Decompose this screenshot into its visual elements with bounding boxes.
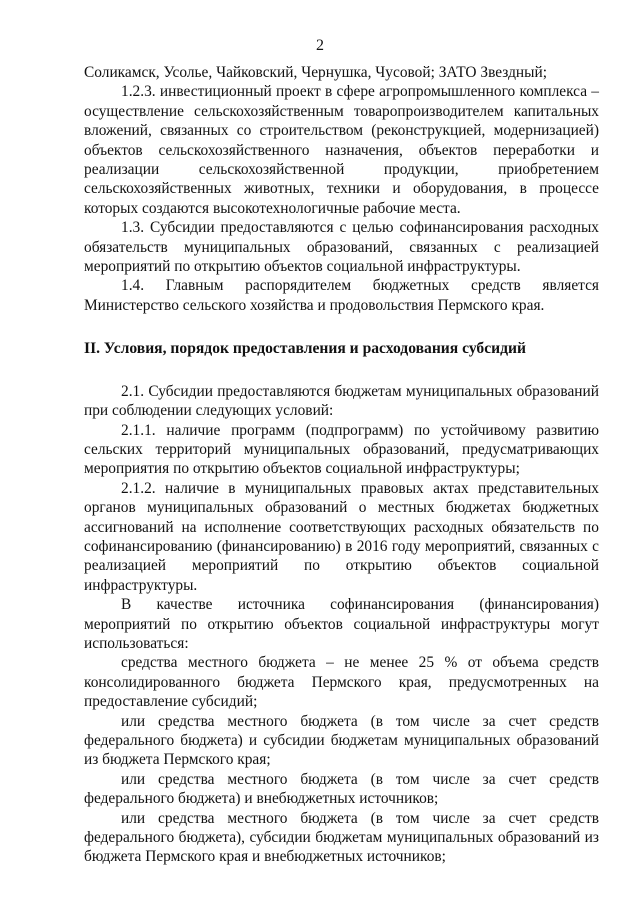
document-body — [84, 63, 599, 867]
section-heading: II. Условия, порядок предоставления и расходования субсидий — [84, 340, 526, 358]
section-one-continuation — [84, 63, 599, 315]
paragraph: или средства местного бюджета (в том числе за счет средств федерального бюджета) и субсидии бюджетам муниципальных образований из бюджета Пермского края; — [84, 712, 599, 769]
paragraph: 1.2.3. инвестиционный проект в сфере агропромышленного комплекса – осуществление сельскохозяйственным товаропроизводителем капитальных вложений, связанных со строительством (реконструкцией, модернизацией) объектов сельскохозяйственного назначения, объектов переработки и реализации сельскохозяйственной продукции, приобретением сельскохозяйственных животных, техники и оборудования, в процессе которых создаются высокотехнологичные рабочие места. — [84, 83, 599, 217]
paragraph: или средства местного бюджета (в том числе за счет средств федерального бюджета) и внебюджетных источников; — [84, 770, 599, 808]
paragraph: 1.3. Субсидии предоставляются с целью софинансирования расходных обязательств муниципальных образований, связанных с реализацией мероприятий по открытию объектов социальной инфраструктуры. — [84, 219, 599, 276]
paragraph: 1.4. Главным распорядителем бюджетных средств является Министерство сельского хозяйства и продовольствия Пермского края. — [84, 277, 599, 314]
section-two-body — [84, 382, 599, 867]
paragraph: 2.1.1. наличие программ (подпрограмм) по устойчивому развитию сельских территорий муниципальных образований, предусматривающих мероприятия по открытию объектов социальной инфраструктуры; — [84, 421, 599, 478]
paragraph: 2.1. Субсидии предоставляются бюджетам муниципальных образований при соблюдении следующих условий: — [84, 382, 599, 420]
paragraph: или средства местного бюджета (в том числе за счет средств федерального бюджета), субсидии бюджетам муниципальных образований из бюджета Пермского края и внебюджетных источников; — [84, 809, 599, 866]
paragraph: Соликамск, Усолье, Чайковский, Чернушка, Чусовой; ЗАТО Звездный; — [84, 64, 547, 81]
paragraph: В качестве источника софинансирования (финансирования) мероприятий по открытию объектов социальной инфраструктуры могут использоваться: — [84, 596, 599, 652]
paragraph: средства местного бюджета – не менее 25 % от объема средств консолидированного бюджета Пермского края, предусмотренных на предоставление субсидий; — [84, 654, 599, 711]
paragraph: 2.1.2. наличие в муниципальных правовых актах представительных органов муниципальных образований о местных бюджетах бюджетных ассигнований на исполнение соответствующих расходных обязательств по софинансированию (финансированию) в 2016 году мероприятий, связанных с реализацией мероприятий по открытию объектов социальной инфраструктуры. — [84, 479, 599, 594]
page-number: 2 — [316, 37, 324, 54]
